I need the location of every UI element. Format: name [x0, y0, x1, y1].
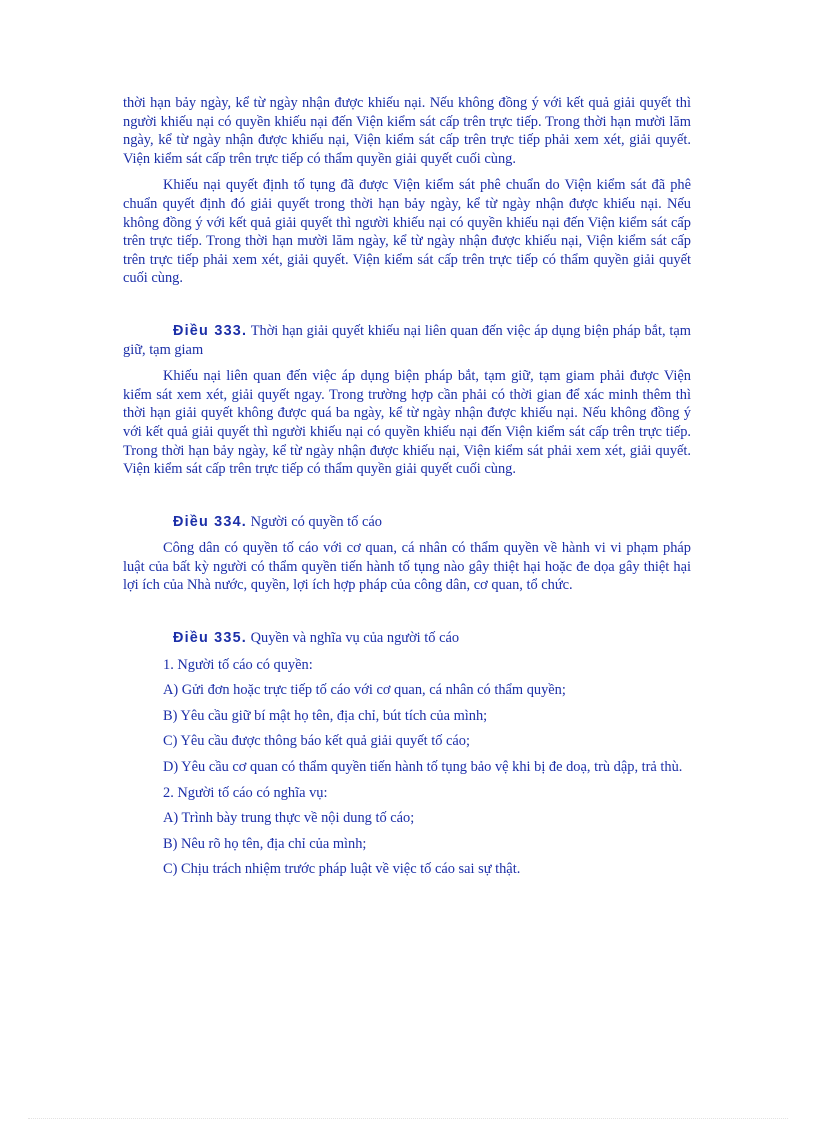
article-335-number: Điều 335. — [173, 630, 247, 647]
article-335-item-duty-b: B) Nêu rõ họ tên, địa chỉ của mình; — [163, 835, 367, 852]
article-334-number: Điều 334. — [173, 513, 247, 530]
article-334-heading — [123, 513, 691, 532]
article-335-item-rights-heading: 1. Người tố cáo có quyền: — [163, 656, 313, 673]
paragraph-complaint-procedural-decision: Khiếu nại quyết định tố tụng đã được Viện kiểm sát phê chuẩn do Viện kiểm sát đã phê chuẩn quyết định đó giải quyết trong thời hạn bảy ngày, kể từ ngày nhận được khiếu nại. Nếu không đồng ý với kết quả giải quyết thì người khiếu nại có quyền khiếu nại đến Viện kiểm sát cấp trên trực tiếp. Trong thời hạn mười lăm ngày, kể từ ngày nhận được khiếu nại, Viện kiểm sát cấp trên trực tiếp phải xem xét, giải quyết. Viện kiểm sát cấp trên trực tiếp có thẩm quyền giải quyết cuối cùng. — [123, 177, 691, 287]
document-page — [123, 94, 691, 879]
article-335-item-right-b: B) Yêu cầu giữ bí mật họ tên, địa chỉ, bút tích của mình; — [163, 707, 488, 724]
article-333-body: Khiếu nại liên quan đến việc áp dụng biện pháp bắt, tạm giữ, tạm giam phải được Viện kiểm sát xem xét, giải quyết ngay. Trong trường hợp cần phải có thời gian để xác minh thêm thì thời hạn giải quyết không được quá ba ngày, kể từ ngày nhận được khiếu nại. Nếu không đồng ý với kết quả giải quyết thì người khiếu nại có quyền khiếu nại đến Viện kiểm sát cấp trên trực tiếp. Trong thời hạn bảy ngày, kể từ ngày nhận được khiếu nại, Viện kiểm sát phải xem xét, giải quyết. Viện kiểm sát cấp trên trực tiếp có thẩm quyền giải quyết cuối cùng. — [123, 368, 691, 478]
article-335-item-right-c: C) Yêu cầu được thông báo kết quả giải quyết tố cáo; — [163, 733, 470, 750]
article-333-number: Điều 333. — [173, 322, 248, 339]
article-335-item-right-d: D) Yêu cầu cơ quan có thẩm quyền tiến hành tố tụng bảo vệ khi bị đe doạ, trù dập, trả thù. — [163, 759, 683, 776]
article-335-item-duties-heading: 2. Người tố cáo có nghĩa vụ: — [163, 784, 328, 801]
article-334-body: Công dân có quyền tố cáo với cơ quan, cá nhân có thẩm quyền về hành vi vi phạm pháp luật của bất kỳ người có thẩm quyền tiến hành tố tụng nào gây thiệt hại hoặc đe dọa gây thiệt hại lợi ích của Nhà nước, quyền, lợi ích hợp pháp của công dân, cơ quan, tổ chức. — [123, 540, 691, 594]
article-335-item-duty-c: C) Chịu trách nhiệm trước pháp luật về việc tố cáo sai sự thật. — [163, 861, 521, 878]
page-bottom-divider — [28, 1118, 788, 1119]
paragraph-continuation: thời hạn bảy ngày, kể từ ngày nhận được khiếu nại. Nếu không đồng ý với kết quả giải quyết thì người khiếu nại có quyền khiếu nại đến Viện kiểm sát cấp trên trực tiếp. Trong thời hạn mười lăm ngày, kể từ ngày nhận được khiếu nại, Viện kiểm sát cấp trên trực tiếp phải xem xét, giải quyết. Viện kiểm sát cấp trên trực tiếp có thẩm quyền giải quyết cuối cùng. — [123, 95, 691, 167]
article-333-heading — [123, 322, 691, 359]
article-335-title: Quyền và nghĩa vụ của người tố cáo — [250, 630, 460, 647]
article-335-heading — [123, 629, 691, 648]
article-335-item-duty-a: A) Trình bày trung thực về nội dung tố cáo; — [163, 810, 415, 827]
article-335-item-right-a: A) Gửi đơn hoặc trực tiếp tố cáo với cơ quan, cá nhân có thẩm quyền; — [163, 682, 566, 699]
article-333-title: Thời hạn giải quyết khiếu nại liên quan đến việc áp dụng biện pháp bắt, tạm giữ, tạm giam — [123, 322, 691, 358]
article-334-title: Người có quyền tố cáo — [250, 513, 382, 530]
